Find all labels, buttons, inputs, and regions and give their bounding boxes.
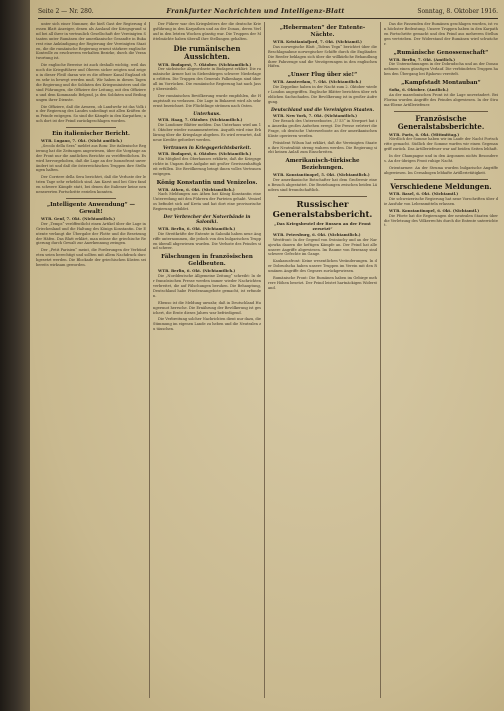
article-paragraph: Der „Petit Parisien“ meint, die Forderungen der Verbündeten seien berechtigt und sollten mit allem Nachdruck durchgesetzt werden. Die Blockade der griechischen Küsten sei bereits wirksam geworden. (36, 248, 146, 268)
dateline: WTB. Konstantinopel, 5. Okt. (Nichtamtlich.) (273, 172, 370, 178)
dateline: WTB. Basel, 6. Okt. (Nichtamtl.) (389, 191, 459, 197)
separator (278, 196, 367, 197)
article-headline: „Rumänische Genossenschaft“ (393, 49, 489, 56)
article-paragraph: Der rumänischen Bevölkerung wurde empfohlen, die Hauptstadt zu verlassen. Die Lage in Bukarest wird als sehr ernst bezeichnet. Die Flüchtlinge strömen nach Osten. (153, 93, 261, 108)
column-rule (149, 22, 150, 698)
column-3 (268, 22, 377, 702)
article-paragraph: Das die Fassenden der Rumänen geschlagen wurden, ist von höchster Bedeutung. Unsere Truppen haben in den Karpathen Fortschritte gemacht und den Feind aus mehreren Stellungen vertrieben. Der Widerstand der Rumänen wird schwächer. (384, 22, 498, 46)
article-paragraph: Der „Temps“ veröffentlicht einen Artikel über die Lage in Griechenland und die Haltung des Königs Konstantin. Die Entente verlangt die Übergabe der Flotte und die Besetzung der Häfen. Das Blatt erklärt, man müsse die griechische Regierung durch Gewalt zur Anerkennung zwingen. (36, 221, 146, 246)
header-date: Sonntag, 8. Oktober 1916. (417, 7, 498, 15)
article-headline: „Unser Flug über sie!“ (287, 72, 358, 79)
article-headline: Ein italienischer Bericht. (52, 131, 130, 138)
article-paragraph: „Secolo della Sera“ meldet aus Rom: Die italienische Regierung hat die Zeitungen angewiesen, über die Vorgänge an der Front nur die amtlichen Berichte zu veröffentlichen. Es wird hervorgehoben, daß die Lage an der Isonzofront unverändert ist und daß die österreichischen Truppen ihre Stellungen halten. (36, 143, 146, 173)
article-headline: Der Verbrecher der Notverbände in Saloniki. (163, 214, 251, 226)
article-headline: „Intelligente Anwendung“ — Gewalt! (46, 201, 136, 215)
separator (394, 179, 488, 180)
dateline: WTB. Berlin, 6. Okt. (Nichtamtlich.) (158, 225, 236, 231)
newspaper-page (30, 0, 504, 711)
separator (66, 198, 116, 199)
dateline: WTB. Petersburg, 6. Okt. (Nichtamtlich.) (273, 231, 361, 237)
book-binding-edge (0, 0, 30, 711)
article-paragraph: Ein Mitglied des Oberhauses erklärte, daß die Kriegsgerichte in Ungarn ihre Aufgabe mit großer Gewissenhaftigkeit erfüllen. Die Bevölkerung bringt ihnen volles Vertrauen entgegen. (153, 156, 261, 176)
article-headline: Vertrauen in Kriegsgerichtsbarkeit. (162, 145, 252, 151)
header-page-number: Seite 2 — Nr. 280. (38, 7, 94, 15)
separator (66, 127, 116, 128)
article-paragraph: Der Corriere della Sera berichtet, daß die Verluste der letzten Tage sehr erheblich sind. Am Karst und bei Görz fanden schwere Kämpfe statt, bei denen die Italiener keine nennenswerten Fortschritte erzielen konnten. (36, 175, 146, 195)
column-rule (264, 22, 265, 698)
article-paragraph: Die Offiziere, daß die Armeen, ob Landwehr ist das Volk in der Regierung des Landes unbedingt mit allen Kräften dem Feinde entgegen. So sind die Kämpfe in den Karpathen; auch dort ist der Feind zurückgeschlagen worden. (36, 104, 146, 124)
header-newspaper-title: Frankfurter Nachrichten und Intelligenz-Blatt (166, 7, 345, 15)
article-paragraph: Kaukasusfront: Keine wesentlichen Veränderungen. In der Dobrudscha haben unsere Truppen im Verein mit den Rumänen Angriffe des Gegners zurückgewiesen. (268, 259, 377, 274)
article-headline: „Kampfstadt Montauban“ (401, 80, 481, 87)
article-paragraph: Das norwegische Blatt „Tidens Tegn“ berichtet über die Beschlagnahme norwegischer Schiffe durch die Engländer. Die Reeder beklagen sich über die willkürliche Behandlung ihrer Fahrzeuge und die Verzögerungen in den englischen Häfen. (268, 44, 377, 69)
article-headline: König Konstantin und Venizelos. (156, 179, 258, 186)
article-paragraph: Präsident Wilson hat erklärt, daß die Vereinigten Staaten ihre Neutralität streng wahren werden. Die Regierung sieht keinen Anlaß zum Einschreiten. (268, 140, 377, 155)
dateline: WTB. Konstantinopel, 6. Okt. (Nichtamtl.) (389, 207, 480, 213)
dateline: WTB. Berlin, 7. Okt. (Amtlich.) (389, 56, 456, 62)
article-paragraph: Nördlich der Somme haben wir im Laufe der Nacht Fortschritte gemacht. Südlich der Somme warfen wir einen Gegenangriff zurück. Das Artilleriefeuer war auf beiden Seiten lebhaft. (384, 137, 498, 152)
article-headline: Amerikanisch-türkische Beziehungen. (285, 158, 360, 172)
article-paragraph: unter sich einer Nummer, die hieß Gast der Regierung dessen Blatt Anzeiger, denen als Ausland der Kriegsgrund sind bei all ihrer in vertraulich Gesellschaft der Vereinigten Staaten unter Rumänen der amerikanische Gesandte in Bukarest eine Ankündigung der Regierung der Vereinigten Staaten, die die rumänische Regierung erneut stärkere englische Kontrolle zu erschweren verhalten Bezirke, durch die Verantwortung ist. (36, 22, 146, 61)
article-paragraph: Die englische Beweise ist auch deshalb wichtig, weil das noch die Kriegsführer und Oberen sicher zeigten und zeigen in dieser Fleiß daran wie es die offener Kanal England eben sehr in bewegt werden muß. Wir haben in diesen Tagen die Regierung und die Soldaten des Kriegsministers und die sind Führungen, die Offiziere der Leitung, mit den Offizieren und dem Kommando Belgrad, ja den Soldaten und Bedingungen ihrer Dienste. (36, 63, 146, 102)
article-headline: Deutschland und die Vereinigten Staaten. (271, 107, 374, 113)
article-paragraph: Die Unternehmungen in der Dobrudscha und an der Donau nehmen einen günstigen Verlauf. Die verbündeten Truppen haben den Übergang bei Rjahowo vereitelt. (384, 62, 498, 77)
dateline: WTB. New York, 7. Okt. (Nichtamtlich.) (273, 113, 358, 119)
article-headline: Unterhaus. (193, 111, 221, 117)
dateline: WTB. Genf, 7. Okt. (Nichtamtlich.) (41, 215, 116, 221)
article-paragraph: Die Pforte hat die Regierungen der neutralen Staaten über die Verletzung des Völkerrechts durch die Entente unterrichtet. (384, 213, 498, 228)
dateline: WTB. Athen, 6. Okt. (Nichtamtlich.) (158, 186, 235, 192)
dateline: WTB. Budapest, 7. Oktober. (Nichtamtlich.) (158, 61, 252, 67)
article-headline: „Hebermaten“ der Entente-Nächte. (279, 25, 366, 38)
column-rule (380, 22, 381, 698)
article-paragraph: Die Streitkräfte der Entente in Saloniki haben neue Angriffe unternommen, die jedoch von den bulgarischen Truppen überall abgewiesen wurden. Die Verluste des Feindes sind schwer. (153, 231, 261, 251)
article-paragraph: Die Verbreitung solcher Nachrichten dient nur dazu, die Stimmung im eigenen Lande zu heben und die Neutralen zu täuschen. (153, 317, 261, 332)
column-2 (153, 22, 261, 702)
column-1 (36, 22, 146, 702)
article-headline: Die rumänischen Aussichten. (173, 43, 241, 62)
dateline: WTB. Lugano, 7. Okt. (Nicht amtlich.) (41, 138, 123, 144)
article-paragraph: Der Führer war des Kriegsleiters der die deutsche Kriegsführung in den Karpathen und an der Donau, deren Verlauf in den letzten Wochen günstig war. Die Truppen der Mittelmächte haben überall ihre Stellungen gehalten. (153, 22, 261, 41)
article-subheadline: „Das Kriegsbeutel der Russen an der Front zersetzt“ (274, 220, 371, 231)
column-4 (384, 22, 498, 702)
article-paragraph: Die Londoner Blätter melden: Das Unterhaus wird am 10. Oktober wieder zusammentreten. Asquith wird eine Erklärung über die Kriegslage abgeben. Es wird erwartet, daß neue Kredite gefordert werden. (153, 122, 261, 142)
article-paragraph: Die Zeppeline haben in der Nacht zum 2. Oktober wieder London angegriffen. Englische Blätter berichten über erheblichen Sachschaden. Die Bevölkerung ist in großer Aufregung. (268, 85, 377, 104)
dateline: WTB. Amsterdam, 7. Okt. (Nichtamtlich.) (273, 79, 362, 85)
article-headline: Russischer Generalstabsbericht. (272, 199, 373, 220)
page-header (38, 4, 498, 19)
article-paragraph: Westfront: In der Gegend von Swiniuchy und an der Narajowka dauern die heftigen Kämpfe an. Der Feind hat alle unsere Angriffe abgewiesen. Im Raume von Brzezany sind schwere Gefechte im Gange. (268, 237, 377, 257)
article-paragraph: Nach Meldungen aus Athen hat König Konstantin eine Unterredung mit den Führern der Parteien gehabt. Venizelos befindet sich auf Kreta und hat dort eine provisorische Regierung gebildet. (153, 192, 261, 212)
dateline: WTB. Berlin, 6. Okt. (Nichtamtlich.) (158, 268, 236, 274)
article-paragraph: Orientarmee: An der Struma wurden bulgarische Angriffe abgewiesen. Im Cernabogen lebhafte Artillerietätigkeit. (384, 165, 498, 175)
dateline: WTB. Kristianiafjord, 7. Okt. (Nichtamtl.) (273, 39, 362, 44)
article-headline: Fälschungen in französischen Geldbeuten. (161, 254, 253, 268)
article-paragraph: Der Besuch des Unterseebootes „U 53“ in Newport hat in Amerika großes Aufsehen erregt. Die Presse erörtert die Frage, ob deutsche Unterseeboote an der amerikanischen Küste operieren werden. (268, 119, 377, 138)
dateline: WTB. Budapest, 6. Oktober. (Nichtamtlich.) (158, 151, 252, 157)
article-headline: Französische Generalstabsberichte. (397, 113, 485, 132)
article-paragraph: Die schweizerische Regierung hat neue Vorschriften über die Ausfuhr von Lebensmitteln erlassen. (384, 197, 498, 206)
article-paragraph: Ebenso ist die Meldung unwahr, daß in Deutschland Hungersnot herrsche. Die Ernährung der Bevölkerung ist gesichert, die Ernte dieses Jahres war befriedigend. (153, 300, 261, 315)
dateline: WTB. Paris, 6. Okt. (Mittmittag.) (389, 131, 460, 137)
article-paragraph: Die „Norddeutsche Allgemeine Zeitung“ schreibt: In der französischen Presse werden immer wieder Nachrichten verbreitet, die auf Fälschungen beruhen. Die Behauptung, Deutschland habe Friedensangebote gemacht, ist erfunden. (153, 274, 261, 298)
dateline: Sofia, 6. Oktober. (Amtlich.) (389, 87, 449, 93)
article-paragraph: An der mazedonischen Front ist die Lage unverändert. Bei Florina wurden Angriffe des Feindes abgewiesen. In der Struma-Ebene Artilleriefeuer. (384, 92, 498, 107)
article-paragraph: Rumänische Front: Die Rumänen haben im Gebirge mehrere Höhen besetzt. Der Feind leistet hartnäckigen Widerstand. (268, 276, 377, 290)
article-headline: Verschiedene Meldungen. (390, 181, 492, 191)
separator (394, 111, 488, 112)
article-paragraph: In der Champagne und in den Argonnen nichts Besonderes. An der übrigen Front ruhige Nacht. (384, 154, 498, 163)
article-paragraph: Der amerikanische Botschafter hat dem Großwesir einen Besuch abgestattet. Die Beziehungen zwischen beiden Ländern sind freundschaftlich. (268, 178, 377, 192)
dateline: WTB. Haag, 7. Oktober. (Nichtamtlich.) (158, 117, 243, 123)
article-paragraph: Der sächsische Abgeordnete in Budapest erklärt: Die rumänische Armee hat in Siebenbürgen schwere Niederlagen erlitten. Die Truppen des Generals Falkenhayn sind überall im Vorrücken. Die rumänische Regierung hat nach Jassy übersiedelt. (153, 67, 261, 92)
